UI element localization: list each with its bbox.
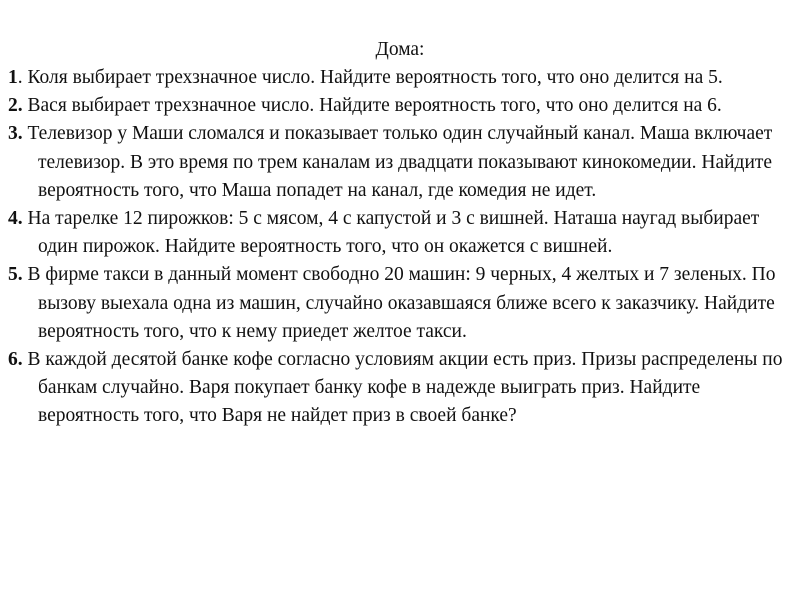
task-item-3 [8, 120, 788, 205]
task-number: 4. [8, 208, 23, 230]
task-text: В фирме такси в данный момент свободно 20 машин: 9 черных, 4 желтых и 7 зеленых. По вызову выехала одна из машин, случайно оказавшаяся ближе всего к заказчику. Найдите вероятность того, что к нему приедет желтое такси. [27, 264, 776, 342]
task-text: На тарелке 12 пирожков: 5 с мясом, 4 с капустой и 3 с вишней. Наташа наугад выбирает один пирожок. Найдите вероятность того, что он окажется с вишней. [27, 208, 760, 258]
task-item-1 [8, 64, 788, 92]
task-text: Вася выбирает трехзначное число. Найдите вероятность того, что оно делится на 6. [27, 95, 722, 117]
task-number: 6. [8, 349, 23, 371]
task-item-6 [8, 346, 788, 431]
task-text: Коля выбирает трехзначное число. Найдите вероятность того, что оно делится на 5. [27, 67, 723, 88]
task-number: 1 [8, 67, 18, 88]
task-item-2 [8, 92, 788, 120]
task-separator: . [17, 67, 28, 88]
slide-title: Дома: [375, 39, 425, 60]
task-text: Телевизор у Маши сломался и показывает только один случайный канал. Маша включает телевизор. В это время по трем каналам из двадцати показывают кинокомедии. Найдите вероятность того, что Маша попадет на канал, где комедия не идет. [27, 123, 773, 201]
task-list [8, 64, 788, 431]
task-item-5 [8, 261, 788, 346]
task-item-4 [8, 205, 788, 261]
task-number: 5. [8, 264, 23, 286]
task-text: В каждой десятой банке кофе согласно условиям акции есть приз. Призы распределены по банкам случайно. Варя покупает банку кофе в надежде выиграть приз. Найдите вероятность того, что Варя не найдет приз в своей банке? [27, 349, 783, 427]
task-number: 2. [8, 95, 23, 117]
task-number: 3. [8, 123, 23, 145]
